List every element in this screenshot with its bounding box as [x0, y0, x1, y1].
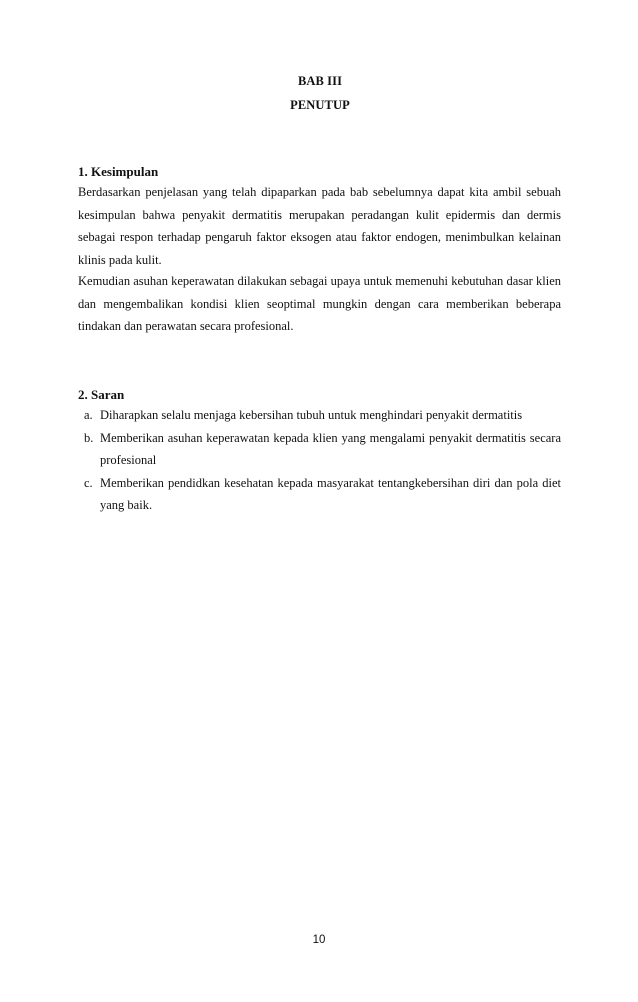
suggestion-text: Memberikan asuhan keperawatan kepada klien yang mengalami penyakit dermatitis secara profesional [100, 430, 561, 467]
list-item [80, 427, 561, 472]
conclusion-paragraph: Berdasarkan penjelasan yang telah dipaparkan pada bab sebelumnya dapat kita ambil sebuah kesimpulan bahwa penyakit dermatitis merupakan peradangan kulit epidermis dan dermis sebagai respon terhadap pengaruh faktor eksogen atau faktor endogen, menimbulkan kelainan klinis pada kulit. [78, 185, 561, 267]
conclusion-paragraph: Kemudian asuhan keperawatan dilakukan sebagai upaya untuk memenuhi kebutuhan dasar klien dan mengembalikan kondisi klien seoptimal mungkin dengan cara memberikan beberapa tindakan dan perawatan secara profesional. [78, 274, 561, 333]
list-item [80, 472, 561, 517]
chapter-number: BAB III [297, 74, 343, 88]
chapter-title: PENUTUP [290, 98, 350, 112]
list-marker: c. [84, 475, 93, 490]
section-heading-saran: 2. Saran [78, 387, 125, 402]
list-item [80, 404, 561, 427]
section-heading-kesimpulan: 1. Kesimpulan [78, 164, 159, 179]
page-number: 10 [312, 934, 326, 946]
suggestion-text: Diharapkan selalu menjaga kebersihan tubuh untuk menghindari penyakit dermatitis [100, 408, 523, 422]
suggestion-list [80, 404, 561, 517]
list-marker: b. [84, 430, 94, 445]
list-marker: a. [84, 408, 93, 422]
suggestion-text: Memberikan pendidkan kesehatan kepada masyarakat tentangkebersihan diri dan pola diet yang baik. [100, 475, 561, 512]
